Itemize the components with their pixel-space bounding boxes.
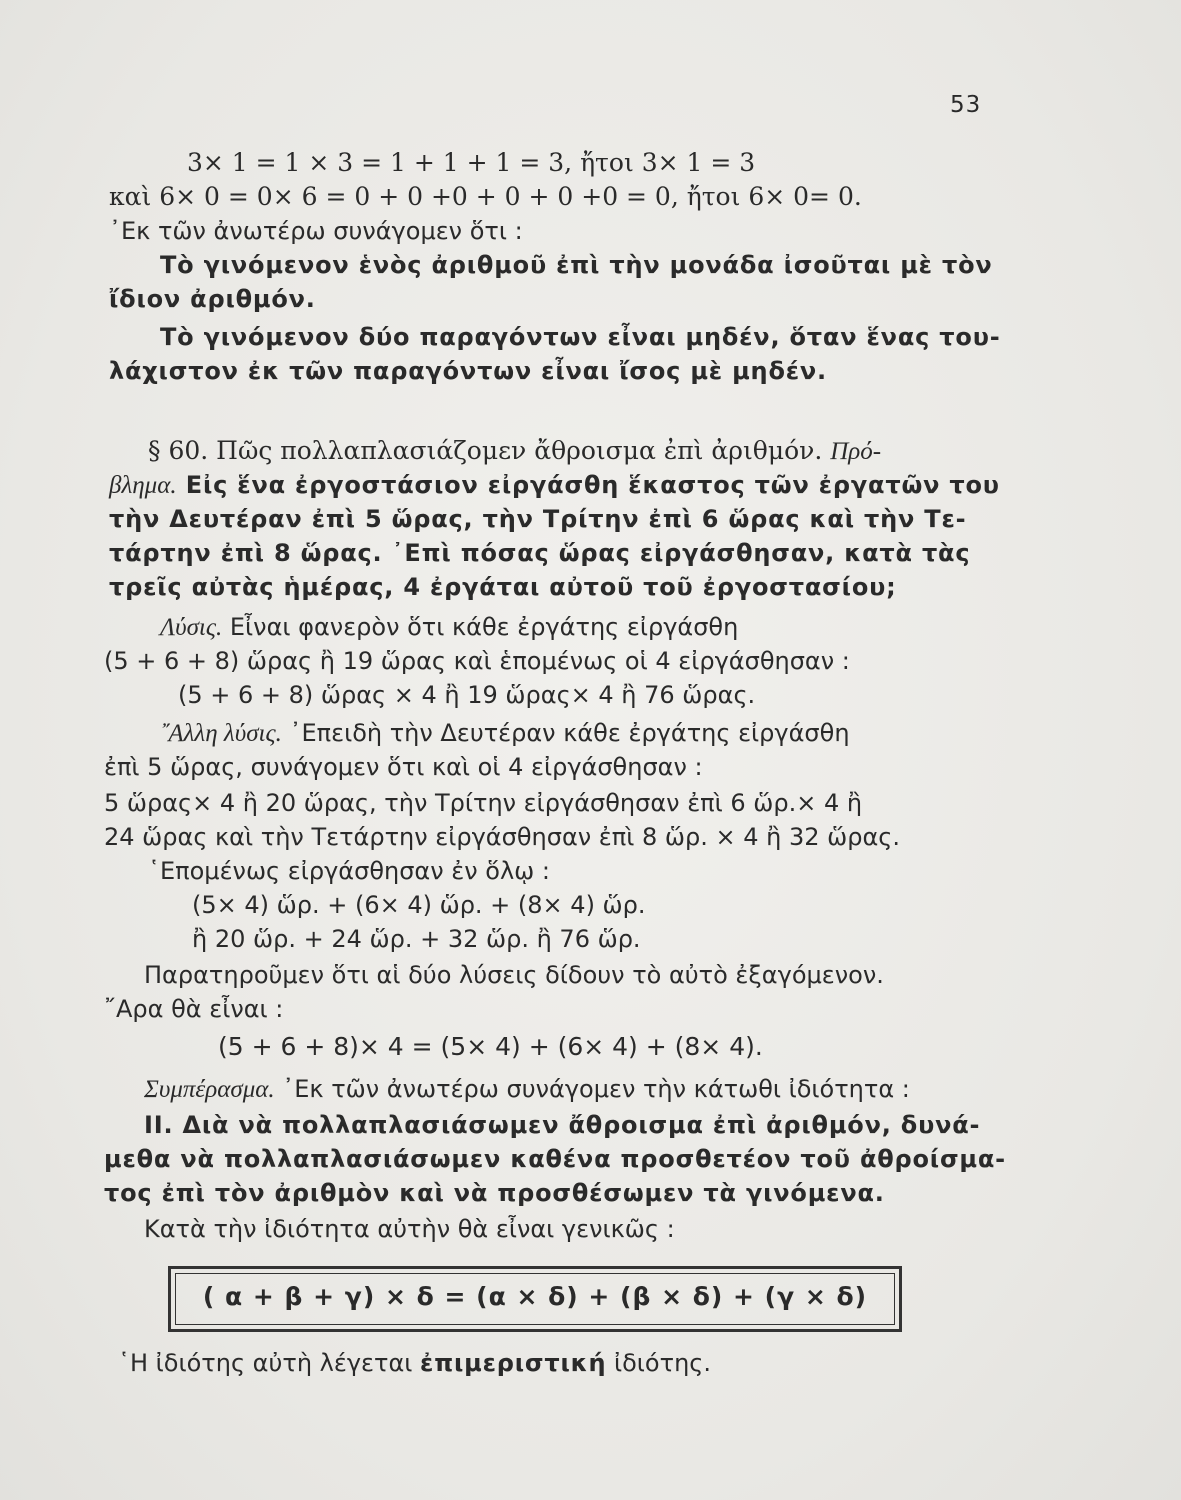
alt-solution-label: ῎Αλλη λύσις.	[160, 720, 282, 747]
problem-line-1	[109, 468, 1000, 503]
alt-solution-line-4: 24 ὥρας καὶ τὴν Τετάρτην εἰργάσθησαν ἐπὶ 8 ὥρ. × 4 ἢ 32 ὥρας.	[104, 823, 900, 851]
alt-solution-line-2: ἐπὶ 5 ὥρας, συνάγομεν ὅτι καὶ οἱ 4 εἰργάσθησαν :	[104, 753, 703, 781]
alt-solution-line-3: 5 ὥρας× 4 ἢ 20 ὥρας, τὴν Τρίτην εἰργάσθησαν ἐπὶ 6 ὥρ.× 4 ἢ	[104, 789, 863, 817]
rule-2-line-b: λάχιστον ἐκ τῶν παραγόντων εἶναι ἴσος μὲ μηδέν.	[109, 357, 827, 385]
rule-3-line-a: ΙΙ. Διὰ νὰ πολλαπλασιάσωμεν ἄθροισμα ἐπὶ ἀριθμόν, δυνά-	[144, 1111, 981, 1139]
formula-box	[168, 1266, 902, 1332]
solution-line-1	[160, 610, 738, 645]
alt-solution-line-5: ῾Επομένως εἰργάσθησαν ἐν ὅλῳ :	[148, 857, 550, 885]
solution-text-1: Εἶναι φανερὸν ὅτι κάθε ἐργάτης εἰργάσθη	[222, 613, 739, 641]
observation-line-2: ῎Αρα θὰ εἶναι :	[104, 995, 284, 1023]
section-title: § 60. Πῶς πολλαπλασιάζομεν ἄθροισμα ἐπὶ ἀριθμόν.	[148, 436, 823, 465]
section-heading	[148, 434, 881, 469]
rule-3-line-c: τος ἐπὶ τὸν ἀριθμὸν καὶ νὰ προσθέσωμεν τὰ γινόμενα.	[104, 1179, 885, 1207]
equation-line-1: 3× 1 = 1 × 3 = 1 + 1 + 1 = 3, ἤτοι 3× 1 = 3	[187, 148, 756, 177]
final-line	[118, 1346, 711, 1380]
solution-line-2: (5 + 6 + 8) ὥρας ἢ 19 ὥρας καὶ ἑπομένως οἱ 4 εἰργάσθησαν :	[104, 647, 850, 675]
final-text-b: ἰδιότης.	[606, 1349, 711, 1377]
page-number: 53	[950, 92, 982, 118]
final-term: ἐπιμεριστική	[420, 1349, 607, 1377]
rule-1-line-a: Τὸ γινόμενον ἑνὸς ἀριθμοῦ ἐπὶ τὴν μονάδα ἰσοῦται μὲ τὸν	[160, 251, 993, 279]
rule-1-line-b: ἴδιον ἀριθμόν.	[109, 285, 316, 313]
alt-solution-line-1	[160, 716, 850, 751]
distributive-formula: ( α + β + γ) × δ = (α × δ) + (β × δ) + (γ × δ)	[202, 1282, 868, 1311]
problem-line-3: τάρτην ἐπὶ 8 ὥρας. ᾿Επὶ πόσας ὥρας εἰργάσθησαν, κατὰ τὰς	[109, 539, 971, 567]
general-form-intro: Κατὰ τὴν ἰδιότητα αὐτὴν θὰ εἶναι γενικῶς :	[144, 1215, 675, 1243]
problem-label-a: Πρό-	[830, 438, 882, 465]
equation-line-3: (5 + 6 + 8)× 4 = (5× 4) + (6× 4) + (8× 4).	[218, 1032, 763, 1061]
conclusion-label: Συμπέρασμα.	[144, 1076, 275, 1103]
rule-3-line-b: μεθα νὰ πολλαπλασιάσωμεν καθένα προσθετέον τοῦ ἀθροίσμα-	[104, 1145, 1006, 1173]
solution-line-3: (5 + 6 + 8) ὥρας × 4 ἢ 19 ὥρας× 4 ἢ 76 ὥρας.	[178, 681, 756, 709]
problem-text-1: Εἰς ἕνα ἐργοστάσιον εἰργάσθη ἕκαστος τῶν ἐργατῶν του	[176, 471, 1000, 499]
problem-line-4: τρεῖς αὐτὰς ἡμέρας, 4 ἐργάται αὐτοῦ τοῦ ἐργοστασίου;	[109, 573, 897, 601]
alt-solution-text-1: ᾿Επειδὴ τὴν Δευτέραν κάθε ἐργάτης εἰργάσθη	[281, 719, 850, 747]
observation-line-1: Παρατηροῦμεν ὅτι αἱ δύο λύσεις δίδουν τὸ αὐτὸ ἐξαγόμενον.	[144, 961, 884, 989]
problem-line-2: τὴν Δευτέραν ἐπὶ 5 ὥρας, τὴν Τρίτην ἐπὶ 6 ὥρας καὶ τὴν Τε-	[109, 505, 967, 533]
problem-label-b: βλημα.	[109, 472, 177, 499]
equation-line-2: καὶ 6× 0 = 0× 6 = 0 + 0 +0 + 0 + 0 +0 = 0, ἤτοι 6× 0= 0.	[109, 182, 862, 211]
final-text-a: ῾Η ἰδιότης αὐτὴ λέγεται	[118, 1349, 421, 1377]
conclusion-intro: ᾿Εκ τῶν ἀνωτέρω συνάγομεν ὅτι :	[109, 217, 523, 245]
conclusion-line	[144, 1072, 910, 1107]
conclusion-text: ᾿Εκ τῶν ἀνωτέρω συνάγομεν τὴν κάτωθι ἰδιότητα :	[274, 1075, 910, 1103]
solution-label: Λύσις.	[160, 614, 223, 641]
alt-solution-line-6: (5× 4) ὥρ. + (6× 4) ὥρ. + (8× 4) ὥρ.	[192, 891, 646, 919]
alt-solution-line-7: ἢ 20 ὥρ. + 24 ὥρ. + 32 ὥρ. ἢ 76 ὥρ.	[192, 925, 641, 953]
rule-2-line-a: Τὸ γινόμενον δύο παραγόντων εἶναι μηδέν, ὅταν ἕνας του-	[160, 323, 1001, 351]
